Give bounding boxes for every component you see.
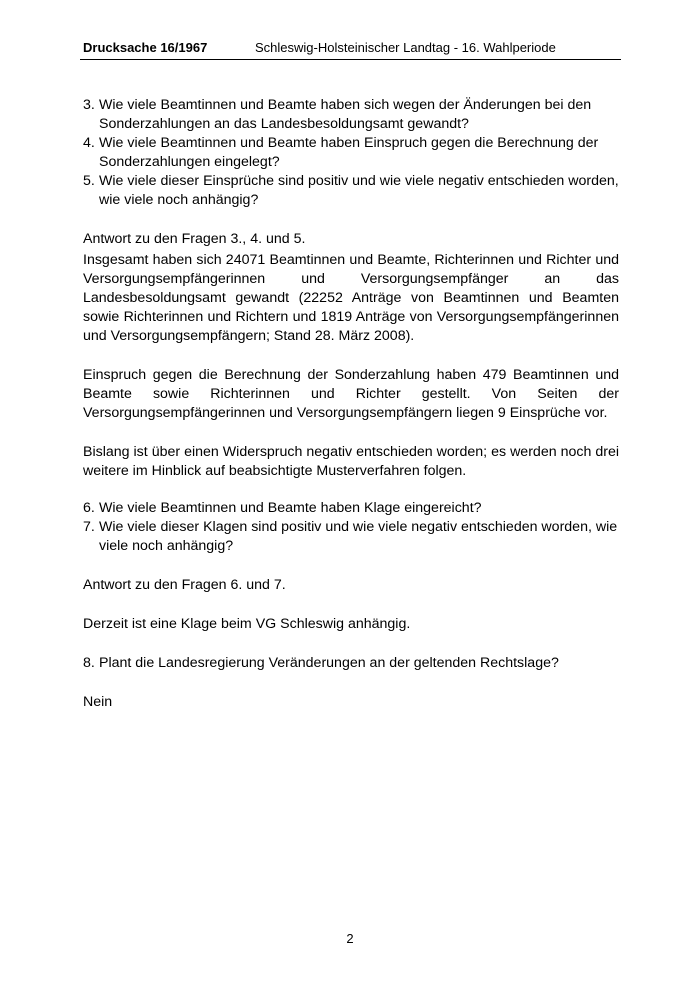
- question-number: 7.: [83, 519, 95, 535]
- question-number: 6.: [83, 500, 95, 516]
- question-text: Wie viele dieser Klagen sind positiv und wie viele negativ entschieden worden, wie viele noch anhängig?: [99, 519, 618, 554]
- parliament-title: Schleswig-Holsteinischer Landtag - 16. Wahlperiode: [255, 40, 556, 55]
- question-number: 5.: [83, 173, 95, 189]
- question-text: Plant die Landesregierung Veränderungen an der geltenden Rechtslage?: [99, 655, 559, 671]
- question-item: [83, 134, 619, 172]
- question-text: Wie viele dieser Einsprüche sind positiv und wie viele negativ entschieden worden, wie viele noch anhängig?: [99, 173, 619, 208]
- question-text: Wie viele Beamtinnen und Beamte haben sich wegen der Änderungen bei den Sonderzahlungen an das Landesbesoldungsamt gewandt?: [99, 97, 592, 132]
- answer-heading: Antwort zu den Fragen 6. und 7.: [83, 577, 286, 593]
- answer-paragraph: Derzeit ist eine Klage beim VG Schleswig anhängig.: [83, 616, 411, 632]
- page-header: [80, 38, 621, 58]
- answer-paragraph: Einspruch gegen die Berechnung der Sonderzahlung haben 479 Beamtinnen und Beamte sowie Richterinnen und Richter gestellt. Von Seiten der Versorgungsempfängerinnen und Versorgungsempfängern liegen 9 Einsprüche vor.: [83, 367, 619, 421]
- answer-paragraph: Nein: [83, 694, 113, 710]
- page-number: 2: [346, 931, 354, 946]
- question-number: 3.: [83, 97, 95, 113]
- answer-paragraph: Bislang ist über einen Widerspruch negativ entschieden worden; es werden noch drei weitere im Hinblick auf beabsichtigte Musterverfahren folgen.: [83, 444, 619, 479]
- doc-number: Drucksache 16/1967: [83, 40, 208, 55]
- answer-heading: Antwort zu den Fragen 3., 4. und 5.: [83, 231, 306, 247]
- answer-paragraph: Insgesamt haben sich 24071 Beamtinnen und Beamte, Richterinnen und Richter und Versorgungsempfängerinnen und Versorgungsempfänger an das Landesbesoldungsamt gewandt (22252 Anträge von Beamtinnen und Beamten sowie Richterinnen und Richtern und 1819 Anträge von Versorgungsempfängerinnen und Versorgungsempfängern; Stand 28. März 2008).: [83, 252, 619, 344]
- question-text: Wie viele Beamtinnen und Beamte haben Einspruch gegen die Berechnung der Sonderzahlungen eingelegt?: [99, 135, 599, 170]
- question-item: [83, 172, 619, 210]
- question-number: 4.: [83, 135, 95, 151]
- question-item: [83, 96, 619, 134]
- question-item: [83, 518, 619, 556]
- question-text: Wie viele Beamtinnen und Beamte haben Klage eingereicht?: [99, 500, 482, 516]
- question-number: 8.: [83, 655, 95, 671]
- document-body: [83, 96, 619, 712]
- question-item: [83, 654, 619, 673]
- question-item: [83, 499, 619, 518]
- header-divider: [80, 59, 621, 60]
